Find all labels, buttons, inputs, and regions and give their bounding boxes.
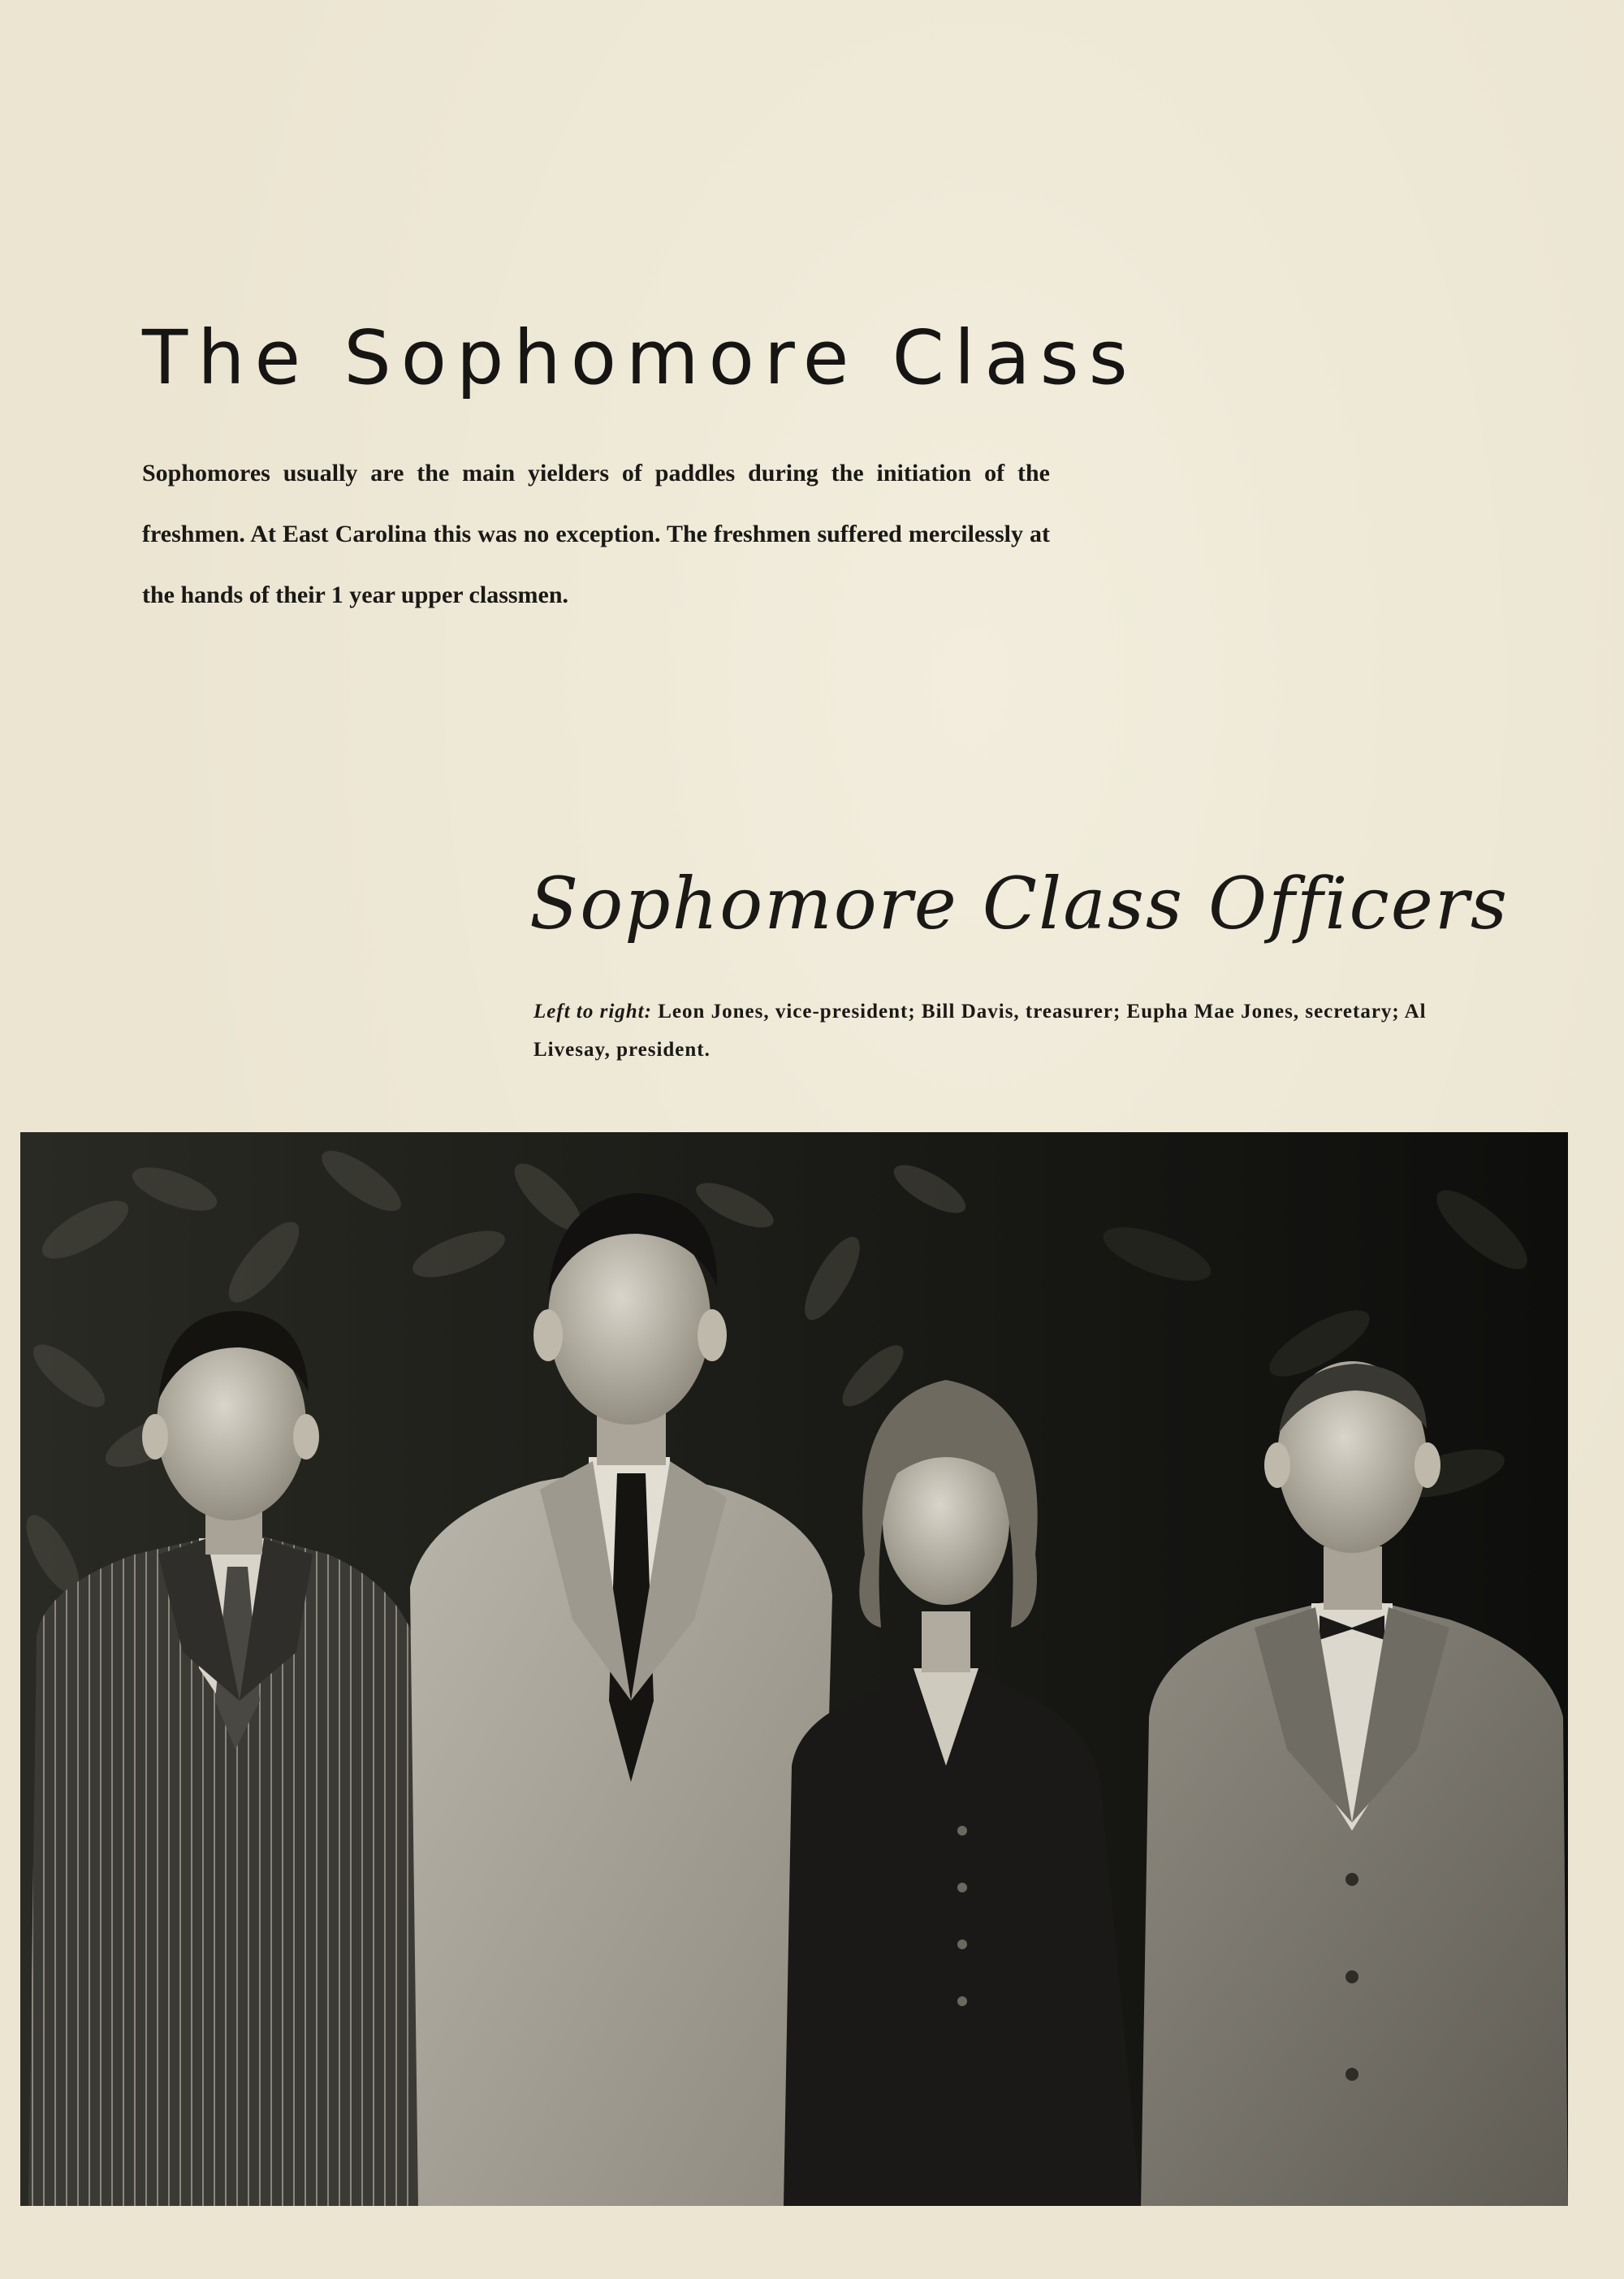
caption-names: Leon Jones, vice-president; Bill Davis, treasurer; Eupha Mae Jones, secretary; Al Livesay, president. bbox=[533, 1001, 1427, 1061]
caption-lead: Left to right: bbox=[533, 1001, 652, 1023]
photo-illustration bbox=[20, 1132, 1568, 2206]
intro-paragraph: Sophomores usually are the main yielders of paddles during the initiation of the freshmen. At East Carolina this was no exception. The freshmen suffered mercilessly at the hands of their 1 year upper classmen. bbox=[142, 460, 1050, 608]
page-title: The Sophomore Class bbox=[142, 314, 1138, 401]
photo-caption bbox=[533, 992, 1443, 1069]
officers-heading: Sophomore Class Officers bbox=[529, 862, 1510, 945]
officers-photo bbox=[20, 1132, 1568, 2206]
